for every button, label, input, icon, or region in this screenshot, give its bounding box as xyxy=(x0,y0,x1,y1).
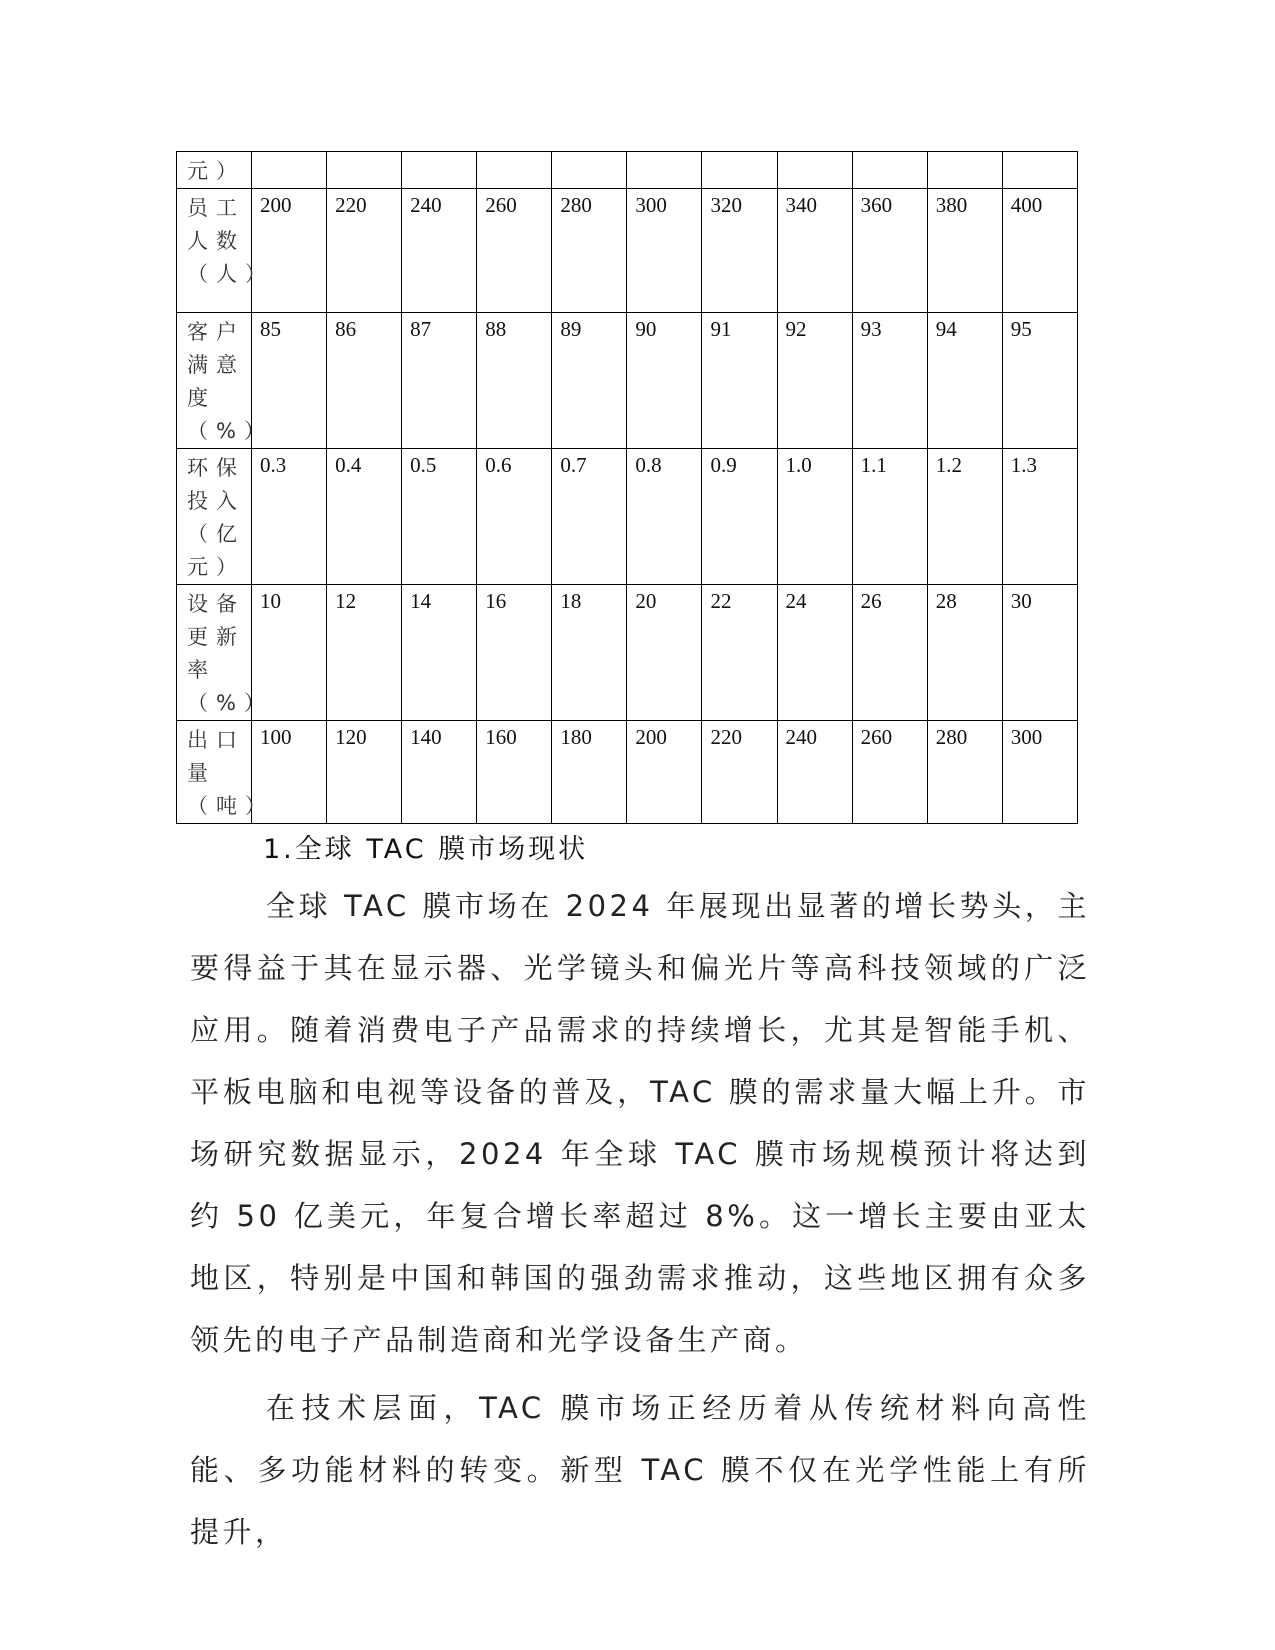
table-cell: 89 xyxy=(552,313,627,449)
table-cell: 0.3 xyxy=(252,449,327,585)
table-cell: 88 xyxy=(477,313,552,449)
table-cell xyxy=(927,152,1002,189)
table-cell: 0.4 xyxy=(327,449,402,585)
table-cell: 87 xyxy=(402,313,477,449)
table-cell: 240 xyxy=(402,189,477,313)
row-label: 环保投入（亿元） xyxy=(177,449,252,585)
table-cell: 20 xyxy=(627,585,702,721)
table-cell: 28 xyxy=(927,585,1002,721)
table-cell: 400 xyxy=(1002,189,1077,313)
table-cell: 220 xyxy=(327,189,402,313)
table-cell xyxy=(1002,152,1077,189)
table-row xyxy=(177,449,1078,585)
table-cell xyxy=(327,152,402,189)
section-heading: 1.全球 TAC 膜市场现状 xyxy=(263,834,589,865)
body-paragraph-1: 全球 TAC 膜市场在 2024 年展现出显著的增长势头，主要得益于其在显示器、光学镜头和偏光片等高科技领域的广泛应用。随着消费电子产品需求的持续增长，尤其是智能手机、平板电脑和电视等设备的普及，TAC 膜的需求量大幅上升。市场研究数据显示，2024 年全球 TAC 膜市场规模预计将达到约 50 亿美元，年复合增长率超过 8%。这一增长主要由亚太地区，特别是中国和韩国的强劲需求推动，这些地区拥有众多领先的电子产品制造商和光学设备生产商。 xyxy=(190,889,1090,1357)
table-cell xyxy=(252,152,327,189)
table-cell: 1.3 xyxy=(1002,449,1077,585)
table-cell: 360 xyxy=(852,189,927,313)
table-cell: 0.8 xyxy=(627,449,702,585)
table-cell: 1.1 xyxy=(852,449,927,585)
table-cell xyxy=(777,152,852,189)
table-cell: 91 xyxy=(702,313,777,449)
table-row xyxy=(177,313,1078,449)
table-cell: 340 xyxy=(777,189,852,313)
table-cell: 1.0 xyxy=(777,449,852,585)
table-cell: 100 xyxy=(252,721,327,824)
table-cell xyxy=(852,152,927,189)
table-cell: 260 xyxy=(477,189,552,313)
table-cell: 0.6 xyxy=(477,449,552,585)
table-cell xyxy=(552,152,627,189)
data-table xyxy=(176,151,1078,824)
table-cell xyxy=(627,152,702,189)
table-cell: 22 xyxy=(702,585,777,721)
table-cell: 0.9 xyxy=(702,449,777,585)
table-cell: 300 xyxy=(1002,721,1077,824)
table-cell: 1.2 xyxy=(927,449,1002,585)
table-cell: 95 xyxy=(1002,313,1077,449)
table-cell: 0.5 xyxy=(402,449,477,585)
table-cell: 300 xyxy=(627,189,702,313)
table-cell: 92 xyxy=(777,313,852,449)
table-cell: 280 xyxy=(552,189,627,313)
table-cell: 380 xyxy=(927,189,1002,313)
table-cell: 90 xyxy=(627,313,702,449)
table-cell: 94 xyxy=(927,313,1002,449)
table-cell: 24 xyxy=(777,585,852,721)
body-paragraph-2: 在技术层面，TAC 膜市场正经历着从传统材料向高性能、多功能材料的转变。新型 TAC 膜不仅在光学性能上有所提升， xyxy=(190,1391,1090,1549)
table-cell xyxy=(702,152,777,189)
table-cell xyxy=(402,152,477,189)
table-cell: 160 xyxy=(477,721,552,824)
table-cell: 10 xyxy=(252,585,327,721)
table-row xyxy=(177,585,1078,721)
table-cell: 240 xyxy=(777,721,852,824)
table-cell: 85 xyxy=(252,313,327,449)
table-row xyxy=(177,189,1078,313)
table-cell: 140 xyxy=(402,721,477,824)
table-cell: 93 xyxy=(852,313,927,449)
table-cell: 220 xyxy=(702,721,777,824)
table-row xyxy=(177,721,1078,824)
table-cell: 200 xyxy=(252,189,327,313)
table-cell: 280 xyxy=(927,721,1002,824)
row-label: 设备更新率（%） xyxy=(177,585,252,721)
table-cell: 18 xyxy=(552,585,627,721)
table-cell: 14 xyxy=(402,585,477,721)
table-cell: 260 xyxy=(852,721,927,824)
table-cell: 180 xyxy=(552,721,627,824)
table-cell: 200 xyxy=(627,721,702,824)
table-cell: 26 xyxy=(852,585,927,721)
table-cell: 120 xyxy=(327,721,402,824)
table-cell: 320 xyxy=(702,189,777,313)
table-cell: 86 xyxy=(327,313,402,449)
table-cell xyxy=(477,152,552,189)
row-label: 员工人数（人） xyxy=(177,189,252,313)
table-cell: 0.7 xyxy=(552,449,627,585)
table-row xyxy=(177,152,1078,189)
row-label: 客户满意度（%） xyxy=(177,313,252,449)
table-cell: 30 xyxy=(1002,585,1077,721)
table-cell: 16 xyxy=(477,585,552,721)
row-label: 出口量（吨） xyxy=(177,721,252,824)
row-label: 元） xyxy=(177,152,252,189)
table-cell: 12 xyxy=(327,585,402,721)
